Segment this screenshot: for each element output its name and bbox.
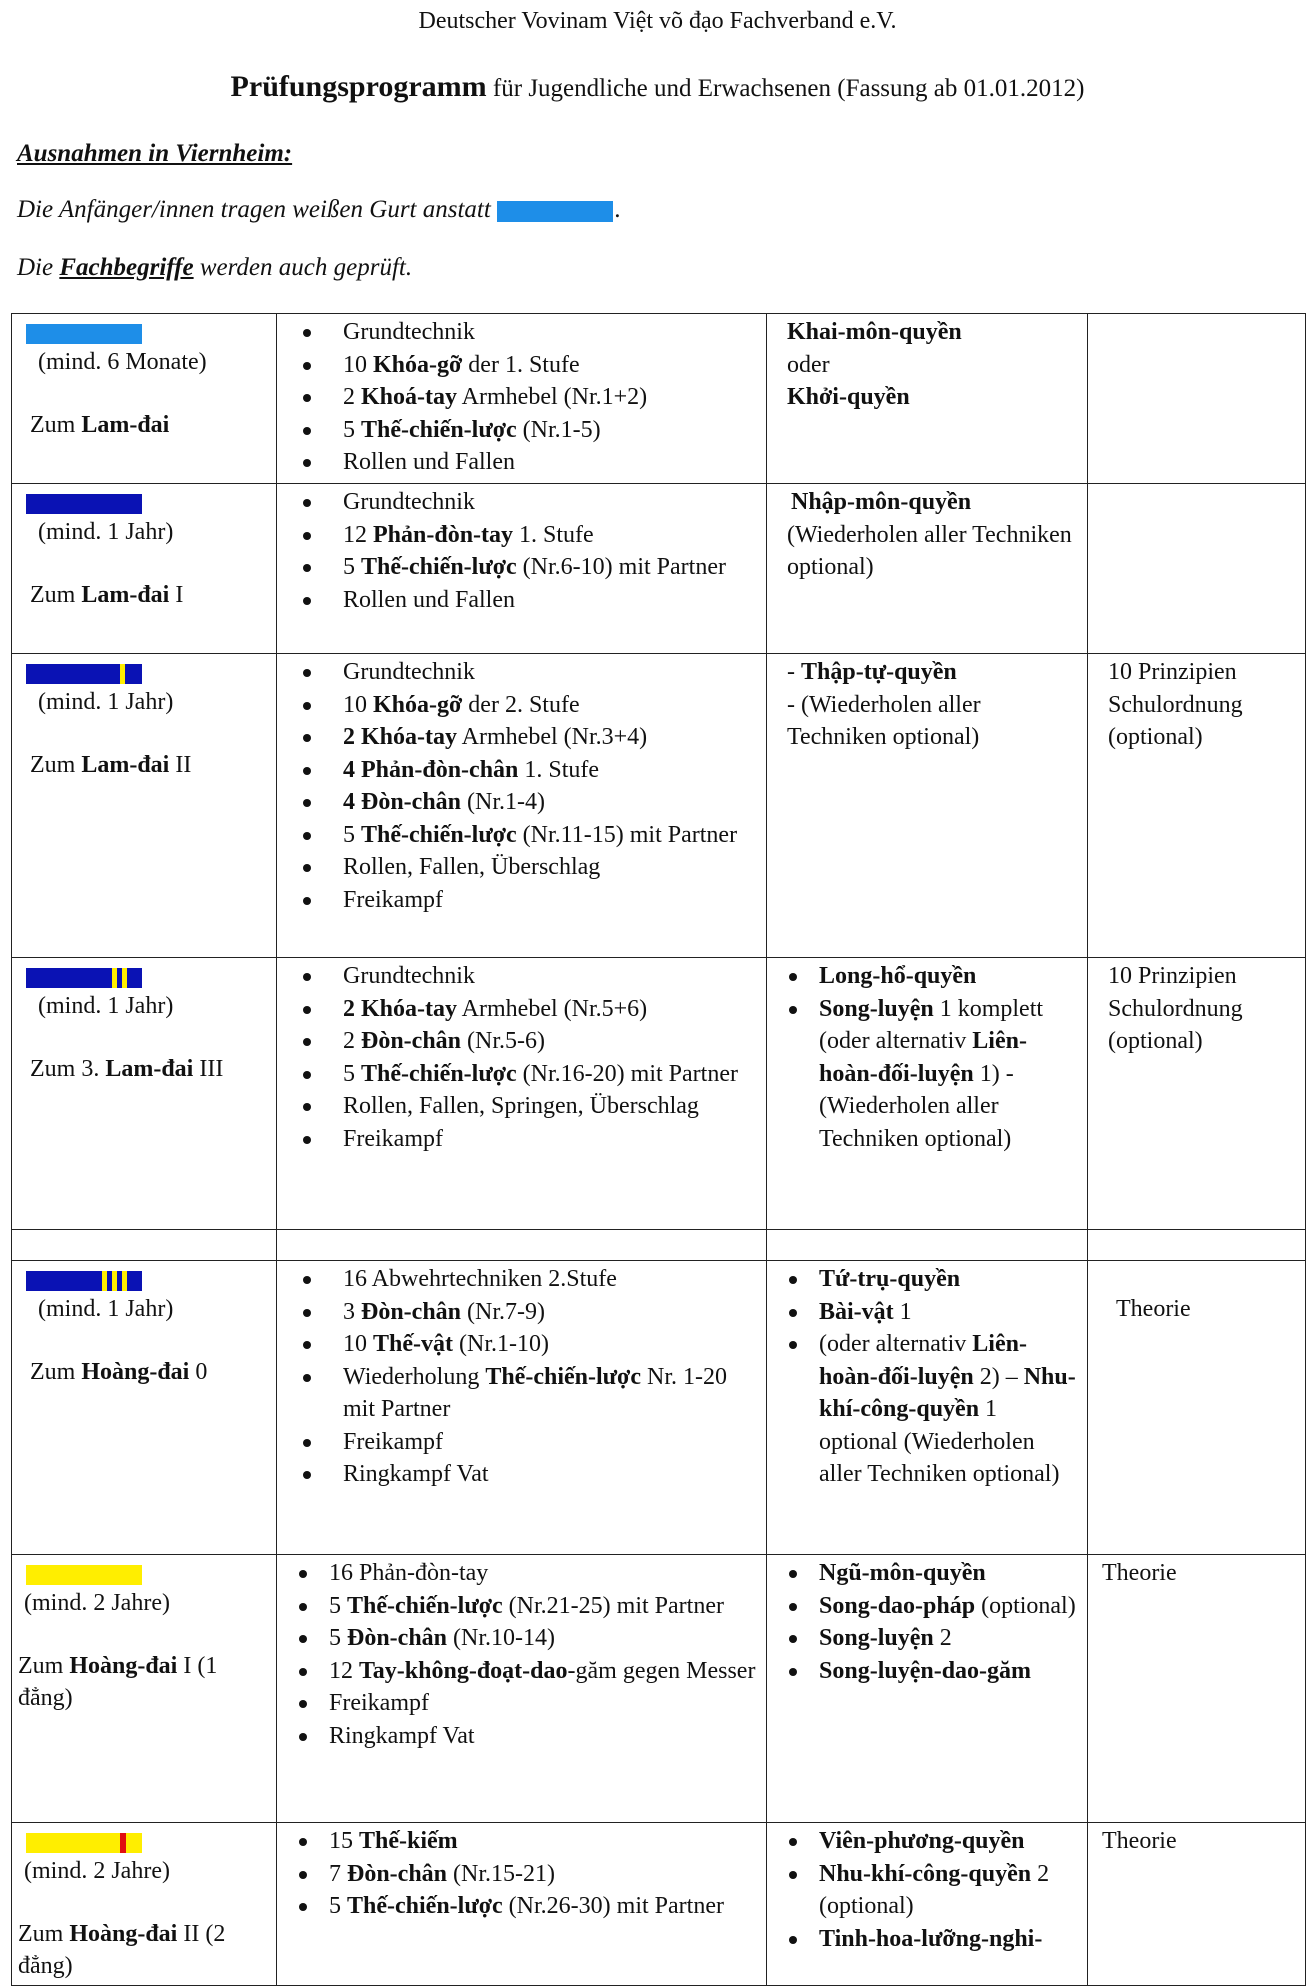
item-bold: Long-hổ-quyền (819, 963, 977, 989)
item-bold: Viên-phương-quyền (819, 1828, 1025, 1854)
item-bold: 2 Khóa-tay (343, 995, 457, 1022)
list-item (773, 1263, 1081, 1296)
forms-cell (767, 1823, 1088, 1986)
list-item (283, 1458, 760, 1491)
duration: (mind. 1 Jahr) (38, 519, 174, 545)
item-post: -găm gegen Messer (567, 1657, 756, 1684)
extra-cell (1088, 1261, 1306, 1555)
duration: (mind. 6 Monate) (38, 349, 207, 375)
list-item (773, 1590, 1081, 1623)
item-bold: Liên-hoàn-đối-luyện (819, 1331, 1027, 1390)
item-post: (Nr.15-21) (447, 1860, 556, 1887)
level-cell (12, 484, 277, 654)
item-pre: 5 (329, 1592, 347, 1619)
item-text: 16 Phản-đòn-tay (329, 1560, 489, 1586)
level-prefix: Zum (30, 751, 82, 778)
list-item (283, 960, 760, 993)
item-bold: 2 Khóa-tay (343, 724, 457, 750)
level-suffix: II (169, 751, 192, 778)
list-item (283, 1557, 760, 1590)
techniques-cell (277, 1555, 767, 1823)
list-item (283, 519, 760, 552)
item-pre: 15 (329, 1828, 359, 1854)
list-item (283, 1058, 760, 1091)
forms-cell (767, 484, 1088, 654)
level-suffix: I (1 đẳng) (18, 1652, 218, 1711)
techniques-cell (277, 484, 767, 654)
form-name: Nhập-môn-quyền (791, 489, 972, 515)
level-cell (12, 654, 277, 958)
item-bold: Phản-đòn-tay (373, 521, 514, 548)
table-row (12, 314, 1306, 484)
item-bold: Bài-vật (819, 1298, 894, 1325)
list-item (283, 1025, 760, 1058)
item-post: (Nr.16-20) mit Partner (516, 1060, 738, 1087)
item-text: Ringkampf Vat (329, 1722, 475, 1749)
item-pre: 5 (343, 1060, 361, 1087)
exceptions-heading: Ausnahmen in Viernheim: (17, 140, 293, 167)
item-bold: Thế-kiếm (359, 1828, 458, 1854)
item-post: Armhebel (Nr.3+4) (457, 724, 648, 750)
forms-cell (767, 654, 1088, 958)
extra-text: Theorie (1102, 1560, 1177, 1586)
item-post: (Nr.11-15) mit Partner (516, 821, 738, 848)
item-post: Armhebel (Nr.5+6) (457, 995, 648, 1022)
techniques-cell (277, 1823, 767, 1986)
item-pre: 2 (343, 384, 361, 410)
item-text: Rollen, Fallen, Überschlag (343, 854, 601, 880)
yellow-stripe (120, 664, 125, 684)
separator-cell (767, 1230, 1088, 1261)
item-bold: Nhu-khí-công-quyền (819, 1860, 1032, 1887)
title-main: Prüfungsprogramm (230, 70, 487, 103)
separator-cell (12, 1230, 277, 1261)
duration: (mind. 2 Jahre) (24, 1590, 170, 1616)
list-item (283, 656, 760, 689)
list-item (283, 1720, 760, 1753)
item-bold: Khóa-gỡ (373, 691, 463, 718)
forms-cell (767, 314, 1088, 484)
duration: (mind. 1 Jahr) (38, 993, 174, 1019)
item-text: Grundtechnik (343, 489, 475, 515)
techniques-cell (277, 654, 767, 958)
exceptions-line-1 (17, 196, 621, 224)
list-item (283, 1263, 760, 1296)
level-prefix: Zum 3. (30, 1055, 106, 1082)
item-post: (optional) (975, 1592, 1076, 1619)
table-row (12, 1261, 1306, 1555)
list-item (773, 1557, 1081, 1590)
item-post: (oder alternativ (819, 1331, 973, 1357)
item-bold: Tinh-hoa-lưỡng-nghi- (819, 1925, 1043, 1952)
list-item (283, 819, 760, 852)
level-cell (12, 1555, 277, 1823)
item-bold: Khoá-tay (361, 384, 457, 410)
item-post: der 2. Stufe (462, 691, 580, 718)
level-name (18, 1650, 270, 1715)
list-item (283, 1655, 760, 1688)
list-item (283, 1890, 760, 1923)
form-name: Khai-môn-quyền (787, 319, 962, 345)
techniques-cell (277, 958, 767, 1230)
list-item (773, 1923, 1081, 1956)
belt-dark-blue-2-stripes-icon (26, 968, 142, 988)
list-item (283, 486, 760, 519)
list-item (283, 721, 760, 754)
level-prefix: Zum (30, 1358, 82, 1385)
list-item (283, 884, 760, 917)
level-cell (12, 314, 277, 484)
item-bold: Song-luyện (819, 995, 934, 1022)
belt-yellow-icon (26, 1565, 142, 1585)
form-note: - (Wiederholen aller Techniken optional) (787, 691, 981, 750)
level-suffix: 0 (189, 1358, 208, 1385)
item-post: der 1. Stufe (462, 351, 580, 378)
item-bold: Song-luyện-dao-găm (819, 1657, 1032, 1684)
item-post: 1) - (Wiederholen aller Techniken optional) (819, 1060, 1014, 1152)
extra-cell (1088, 958, 1306, 1230)
exceptions-line-1-text: Die Anfänger/innen tragen weißen Gurt anstatt (17, 196, 491, 223)
level-bold: Lam-đai (105, 1055, 194, 1082)
item-post: (Nr.7-9) (461, 1298, 546, 1325)
level-prefix: Zum (30, 411, 82, 438)
table-row (12, 484, 1306, 654)
duration: (mind. 1 Jahr) (38, 1296, 174, 1322)
item-bold: Liên-hoàn-đối-luyện (819, 1028, 1027, 1087)
item-pre: 2 (343, 1028, 361, 1054)
organization-name: Deutscher Vovinam Việt võ đạo Fachverband e.V. (418, 8, 897, 34)
exam-program-table (11, 313, 1306, 1986)
level-suffix: I (169, 581, 184, 608)
forms-cell (767, 1261, 1088, 1555)
item-pre: 5 (343, 821, 361, 848)
item-pre: 5 (343, 416, 361, 443)
extra-cell (1088, 1823, 1306, 1986)
level-name (30, 1053, 270, 1086)
form-name: Thập-tự-quyền (801, 659, 957, 685)
item-bold: Khóa-gỡ (373, 351, 463, 378)
level-cell (12, 1261, 277, 1555)
item-text: Freikampf (343, 1125, 443, 1152)
item-pre: 10 (343, 691, 373, 718)
item-post: (Nr.1-10) (453, 1331, 549, 1357)
red-stripe (120, 1833, 126, 1853)
item-bold: Đòn-chân (347, 1625, 448, 1651)
list-item (773, 1825, 1081, 1858)
item-text: Freikampf (329, 1690, 429, 1716)
item-post: 1 (893, 1298, 912, 1325)
list-item (283, 1090, 760, 1123)
level-bold: Hoàng-đai (81, 1358, 190, 1385)
belt-dark-blue-1-stripe-icon (26, 664, 142, 684)
list-item (283, 446, 760, 479)
list-item (773, 1328, 1081, 1491)
item-pre: 3 (343, 1298, 361, 1325)
item-post: Nr. 1-20 mit Partner (343, 1363, 727, 1422)
extra-text: 10 Prinzipien Schulordnung (optional) (1108, 963, 1243, 1054)
item-bold: Thế-chiến-lược (361, 554, 517, 580)
level-cell (12, 1823, 277, 1986)
techniques-cell (277, 314, 767, 484)
belt-dark-blue-3-stripes-icon (26, 1271, 142, 1291)
belt-light-blue-icon (26, 324, 142, 344)
list-item (283, 316, 760, 349)
level-name (30, 409, 270, 442)
item-text: Rollen und Fallen (343, 586, 515, 613)
list-item (283, 1296, 760, 1329)
belt-yellow-red-stripe-icon (26, 1833, 142, 1853)
item-bold: Thế-chiến-lược (347, 1893, 503, 1919)
form-connector: oder (787, 351, 830, 378)
level-name (30, 579, 270, 612)
item-post: (Nr.6-10) mit Partner (516, 554, 726, 580)
list-item (283, 414, 760, 447)
item-pre: 5 (329, 1625, 347, 1651)
item-bold: Đòn-chân (347, 1860, 448, 1887)
item-text: Rollen und Fallen (343, 449, 515, 475)
exceptions-term-fachbegriffe: Fachbegriffe (59, 254, 194, 281)
item-post: Armhebel (Nr.1+2) (457, 384, 648, 410)
level-name (30, 1356, 270, 1389)
item-post: (Nr.10-14) (447, 1625, 556, 1651)
list-item (283, 1426, 760, 1459)
yellow-stripe (102, 1271, 107, 1291)
item-post: 1. Stufe (513, 521, 594, 548)
list-item (773, 1655, 1081, 1688)
list-item (283, 584, 760, 617)
item-bold: Tứ-trụ-quyền (819, 1266, 961, 1292)
item-post: 2 (933, 1625, 952, 1651)
list-item (283, 1858, 760, 1891)
list-item (283, 786, 760, 819)
yellow-stripe (122, 968, 127, 988)
item-text: 16 Abwehrtechniken 2.Stufe (343, 1266, 617, 1292)
extra-cell (1088, 654, 1306, 958)
level-bold: Hoàng-đai (69, 1652, 178, 1679)
item-bold: Thế-chiến-lược (347, 1592, 503, 1619)
extra-text: Theorie (1102, 1828, 1177, 1854)
item-bold: Song-dao-pháp (819, 1592, 976, 1619)
forms-cell (767, 958, 1088, 1230)
exceptions-line-2-post: werden auch geprüft. (193, 254, 413, 281)
form-note: (Wiederholen aller Techniken optional) (787, 521, 1072, 580)
list-item (283, 754, 760, 787)
item-pre: 5 (343, 554, 361, 580)
item-post: 1. Stufe (518, 756, 600, 783)
level-name (30, 749, 270, 782)
table-separator-row (12, 1230, 1306, 1261)
item-bold: Thế-chiến-lược (361, 1060, 517, 1087)
item-bold: Thế-chiến-lược (485, 1363, 641, 1390)
item-bold: Đòn-chân (361, 1298, 462, 1325)
table-row (12, 654, 1306, 958)
level-prefix: Zum (18, 1652, 70, 1679)
techniques-cell (277, 1261, 767, 1555)
list-item (283, 1123, 760, 1156)
item-post: 1 komplett (oder alternativ (819, 995, 1044, 1054)
list-item (773, 1622, 1081, 1655)
list-item (283, 1361, 760, 1426)
list-item (773, 1296, 1081, 1329)
level-bold: Lam-đai (81, 751, 170, 778)
table-row (12, 1555, 1306, 1823)
level-bold: Lam-đai (81, 411, 170, 438)
list-item (283, 349, 760, 382)
level-prefix: Zum (30, 581, 82, 608)
list-item (283, 1622, 760, 1655)
duration: (mind. 1 Jahr) (38, 689, 174, 715)
item-pre: 7 (329, 1860, 347, 1887)
item-bold: Tay-không-đoạt-dao (359, 1657, 568, 1684)
item-text: Grundtechnik (343, 963, 475, 989)
separator-cell (1088, 1230, 1306, 1261)
table-row (12, 1823, 1306, 1986)
exceptions-line-1-end: . (614, 196, 622, 223)
forms-cell (767, 1555, 1088, 1823)
level-bold: Lam-đai (81, 581, 170, 608)
level-name (18, 1918, 270, 1983)
list-item (283, 381, 760, 414)
yellow-stripe (122, 1271, 127, 1291)
exceptions-line-2 (17, 254, 412, 282)
item-text: Freikampf (343, 1428, 443, 1455)
item-pre: Wiederholung (343, 1363, 486, 1390)
extra-cell (1088, 314, 1306, 484)
item-bold: Ngũ-môn-quyền (819, 1560, 986, 1586)
list-item (773, 1858, 1081, 1923)
level-cell (12, 958, 277, 1230)
level-bold: Hoàng-đai (69, 1920, 178, 1947)
list-item (283, 1590, 760, 1623)
item-post: (Nr.5-6) (461, 1028, 546, 1054)
item-text: Rollen, Fallen, Springen, Überschlag (343, 1093, 699, 1119)
duration: (mind. 2 Jahre) (24, 1858, 170, 1884)
item-pre: 10 (343, 1331, 373, 1357)
form-dash: - (787, 659, 801, 685)
item-bold: Song-luyện (819, 1625, 934, 1651)
item-pre: 10 (343, 351, 373, 378)
item-post: 1 optional (Wiederholen aller Techniken optional) (819, 1396, 1060, 1487)
list-item (773, 993, 1081, 1156)
extra-text: 10 Prinzipien Schulordnung (optional) (1108, 659, 1243, 750)
item-post: 2 (optional) (819, 1860, 1050, 1919)
item-text: Grundtechnik (343, 319, 475, 345)
level-prefix: Zum (18, 1920, 70, 1947)
yellow-stripe (112, 968, 117, 988)
belt-dark-blue-icon (26, 494, 142, 514)
list-item (283, 1328, 760, 1361)
item-post: 2) – (973, 1363, 1024, 1390)
item-pre: 12 (343, 521, 373, 548)
item-pre: 12 (329, 1657, 359, 1684)
list-item (283, 851, 760, 884)
item-bold: Thế-chiến-lược (361, 416, 517, 443)
item-bold: 4 Đòn-chân (343, 789, 462, 815)
item-post: (Nr.1-5) (516, 416, 601, 443)
extra-text: Theorie (1116, 1296, 1191, 1322)
list-item (773, 960, 1081, 993)
list-item (283, 551, 760, 584)
item-bold: Nhu-khí-công-quyền (819, 1363, 1076, 1422)
extra-cell (1088, 484, 1306, 654)
title-rest: für Jugendliche und Erwachsenen (Fassung ab 01.01.2012) (486, 75, 1085, 102)
list-item (283, 689, 760, 722)
yellow-stripe (112, 1271, 117, 1291)
form-name: Khởi-quyền (787, 384, 910, 410)
item-bold: 4 Phản-đòn-chân (343, 756, 519, 783)
level-suffix: III (193, 1055, 224, 1082)
level-suffix: II (2 đẳng) (18, 1920, 226, 1979)
item-pre: 5 (329, 1893, 347, 1919)
document-title (0, 70, 1315, 104)
item-text: Ringkampf Vat (343, 1461, 489, 1487)
exceptions-line-2-pre: Die (17, 254, 60, 281)
item-post: (Nr.26-30) mit Partner (502, 1893, 724, 1919)
item-text: Freikampf (343, 886, 443, 913)
item-bold: Thế-vật (373, 1331, 453, 1357)
separator-cell (277, 1230, 767, 1261)
item-post: (Nr.21-25) mit Partner (502, 1592, 724, 1619)
item-bold: Đòn-chân (361, 1028, 462, 1054)
extra-cell (1088, 1555, 1306, 1823)
item-post: (Nr.1-4) (461, 789, 546, 815)
list-item (283, 1825, 760, 1858)
list-item (283, 993, 760, 1026)
light-blue-belt-swatch (497, 201, 613, 222)
item-text: Grundtechnik (343, 659, 475, 685)
list-item (283, 1687, 760, 1720)
item-bold: Thế-chiến-lược (361, 821, 517, 848)
table-row (12, 958, 1306, 1230)
